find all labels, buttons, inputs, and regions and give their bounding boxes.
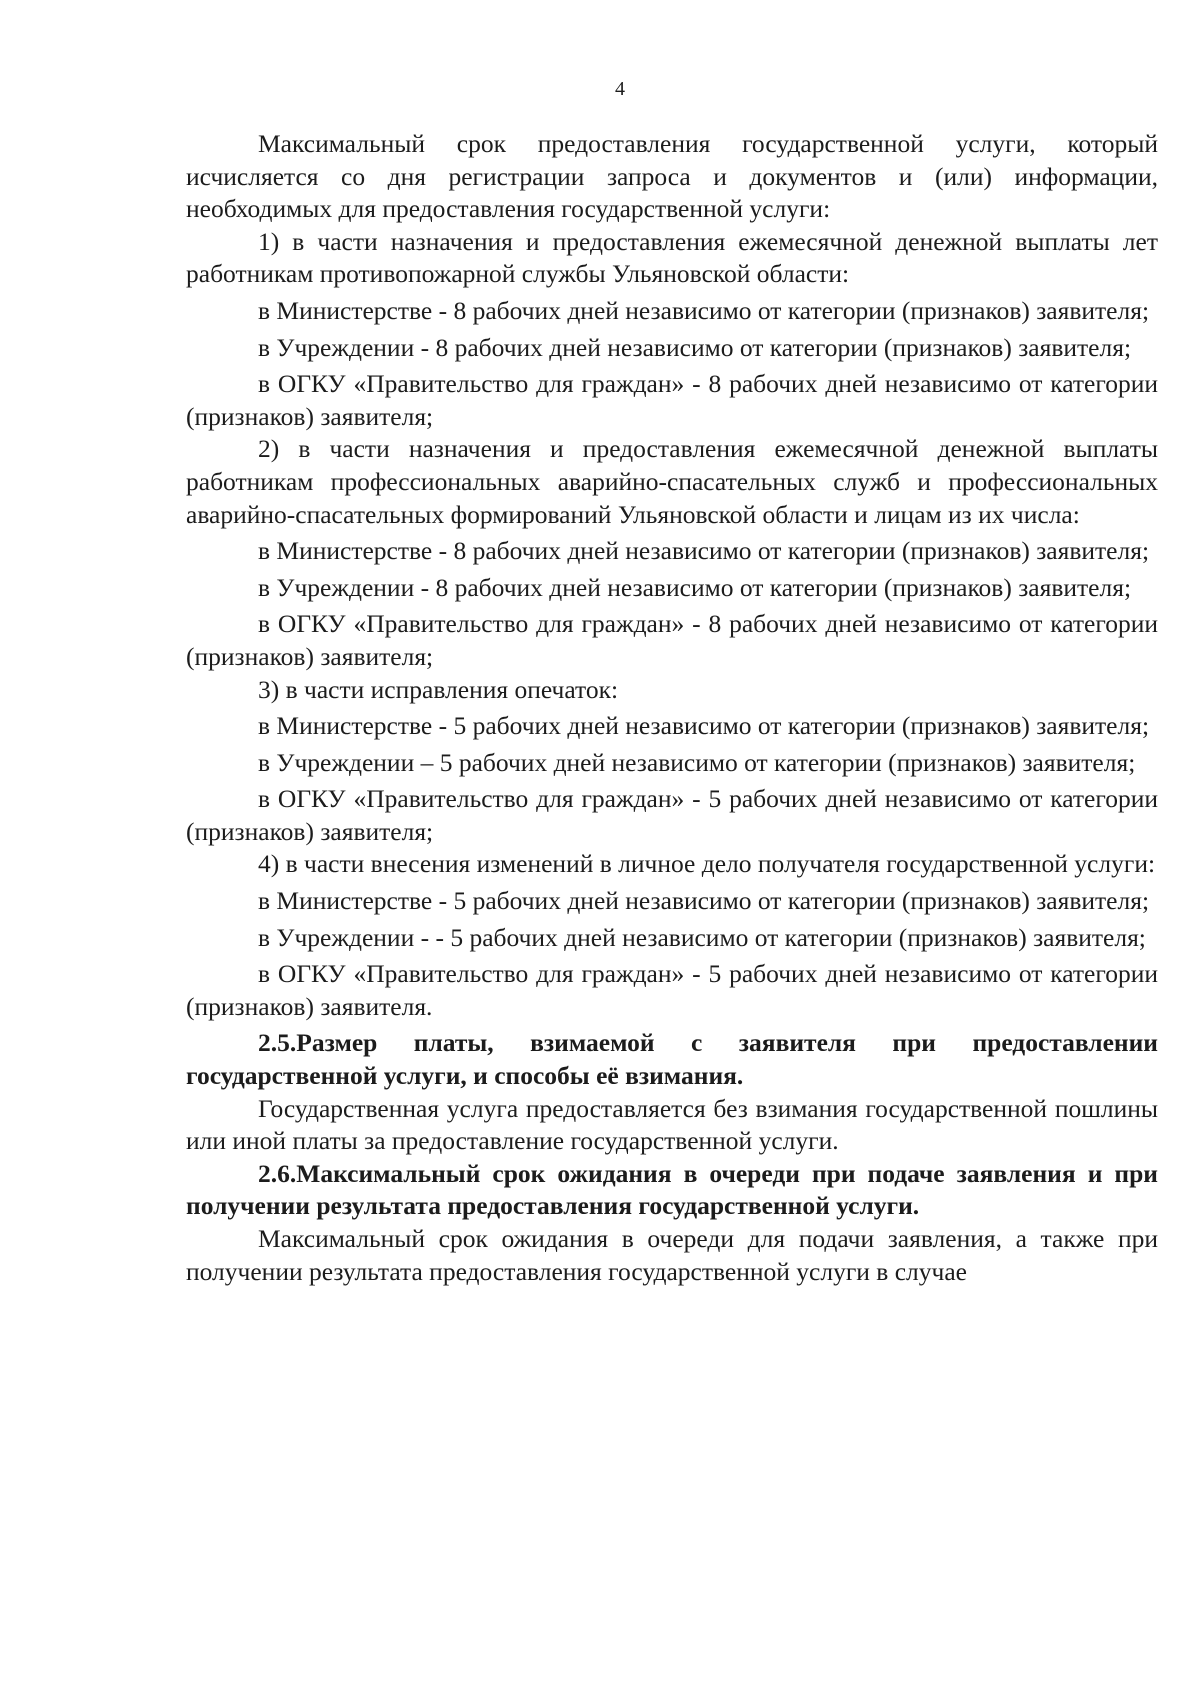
paragraph-ogku: в ОГКУ «Правительство для граждан» - 5 рабочих дней независимо от категории (признаков) заявителя; [186, 784, 1158, 846]
document-body [186, 128, 1158, 1288]
page-number: 4 [615, 78, 625, 100]
section-heading-2-6: 2.6.Максимальный срок ожидания в очереди при подаче заявления и при получении результата предоставления государственной услуги. [186, 1158, 1158, 1221]
paragraph-item-4: 4) в части внесения изменений в личное дело получателя государственной услуги: [258, 849, 1156, 879]
paragraph-institution: в Учреждении - 8 рабочих дней независимо от категории (признаков) заявителя; [258, 572, 1132, 602]
paragraph-item-3: 3) в части исправления опечаток: [258, 674, 619, 704]
paragraph-intro: Максимальный срок предоставления государственной услуги, который исчисляется со дня регистрации запроса и документов и (или) информации, необходимых для предоставления государственной услуги: [186, 129, 1158, 224]
paragraph-queue: Максимальный срок ожидания в очереди для подачи заявления, а также при получении результата предоставления государственной услуги в случае [186, 1224, 1158, 1286]
paragraph-institution: в Учреждении – 5 рабочих дней независимо от категории (признаков) заявителя; [258, 747, 1136, 777]
paragraph-ministry: в Министерстве - 5 рабочих дней независимо от категории (признаков) заявителя; [258, 886, 1150, 916]
paragraph-ministry: в Министерстве - 8 рабочих дней независимо от категории (признаков) заявителя; [258, 536, 1150, 566]
paragraph-ogku: в ОГКУ «Правительство для граждан» - 5 рабочих дней независимо от категории (признаков) заявителя. [186, 959, 1158, 1021]
paragraph-item-1: 1) в части назначения и предоставления ежемесячной денежной выплаты лет работникам противопожарной службы Ульяновской области: [186, 226, 1158, 289]
paragraph-institution: в Учреждении - 8 рабочих дней независимо от категории (признаков) заявителя; [258, 332, 1132, 362]
paragraph-item-2: 2) в части назначения и предоставления ежемесячной денежной выплаты работникам профессиональных аварийно-спасательных служб и профессиональных аварийно-спасательных формирований Ульяновской области и лицам из их числа: [186, 434, 1158, 529]
paragraph-institution: в Учреждении - - 5 рабочих дней независимо от категории (признаков) заявителя; [258, 922, 1146, 952]
section-heading-2-5: 2.5.Размер платы, взимаемой с заявителя при предоставлении государственной услуги, и способы её взимания. [186, 1028, 1158, 1091]
paragraph-ministry: в Министерстве - 5 рабочих дней независимо от категории (признаков) заявителя; [258, 711, 1150, 741]
paragraph-fee: Государственная услуга предоставляется без взимания государственной пошлины или иной платы за предоставление государственной услуги. [186, 1093, 1158, 1156]
paragraph-ministry: в Министерстве - 8 рабочих дней независимо от категории (признаков) заявителя; [258, 295, 1150, 325]
paragraph-ogku: в ОГКУ «Правительство для граждан» - 8 рабочих дней независимо от категории (признаков) заявителя; [186, 609, 1158, 671]
paragraph-ogku: в ОГКУ «Правительство для граждан» - 8 рабочих дней независимо от категории (признаков) заявителя; [186, 369, 1158, 431]
